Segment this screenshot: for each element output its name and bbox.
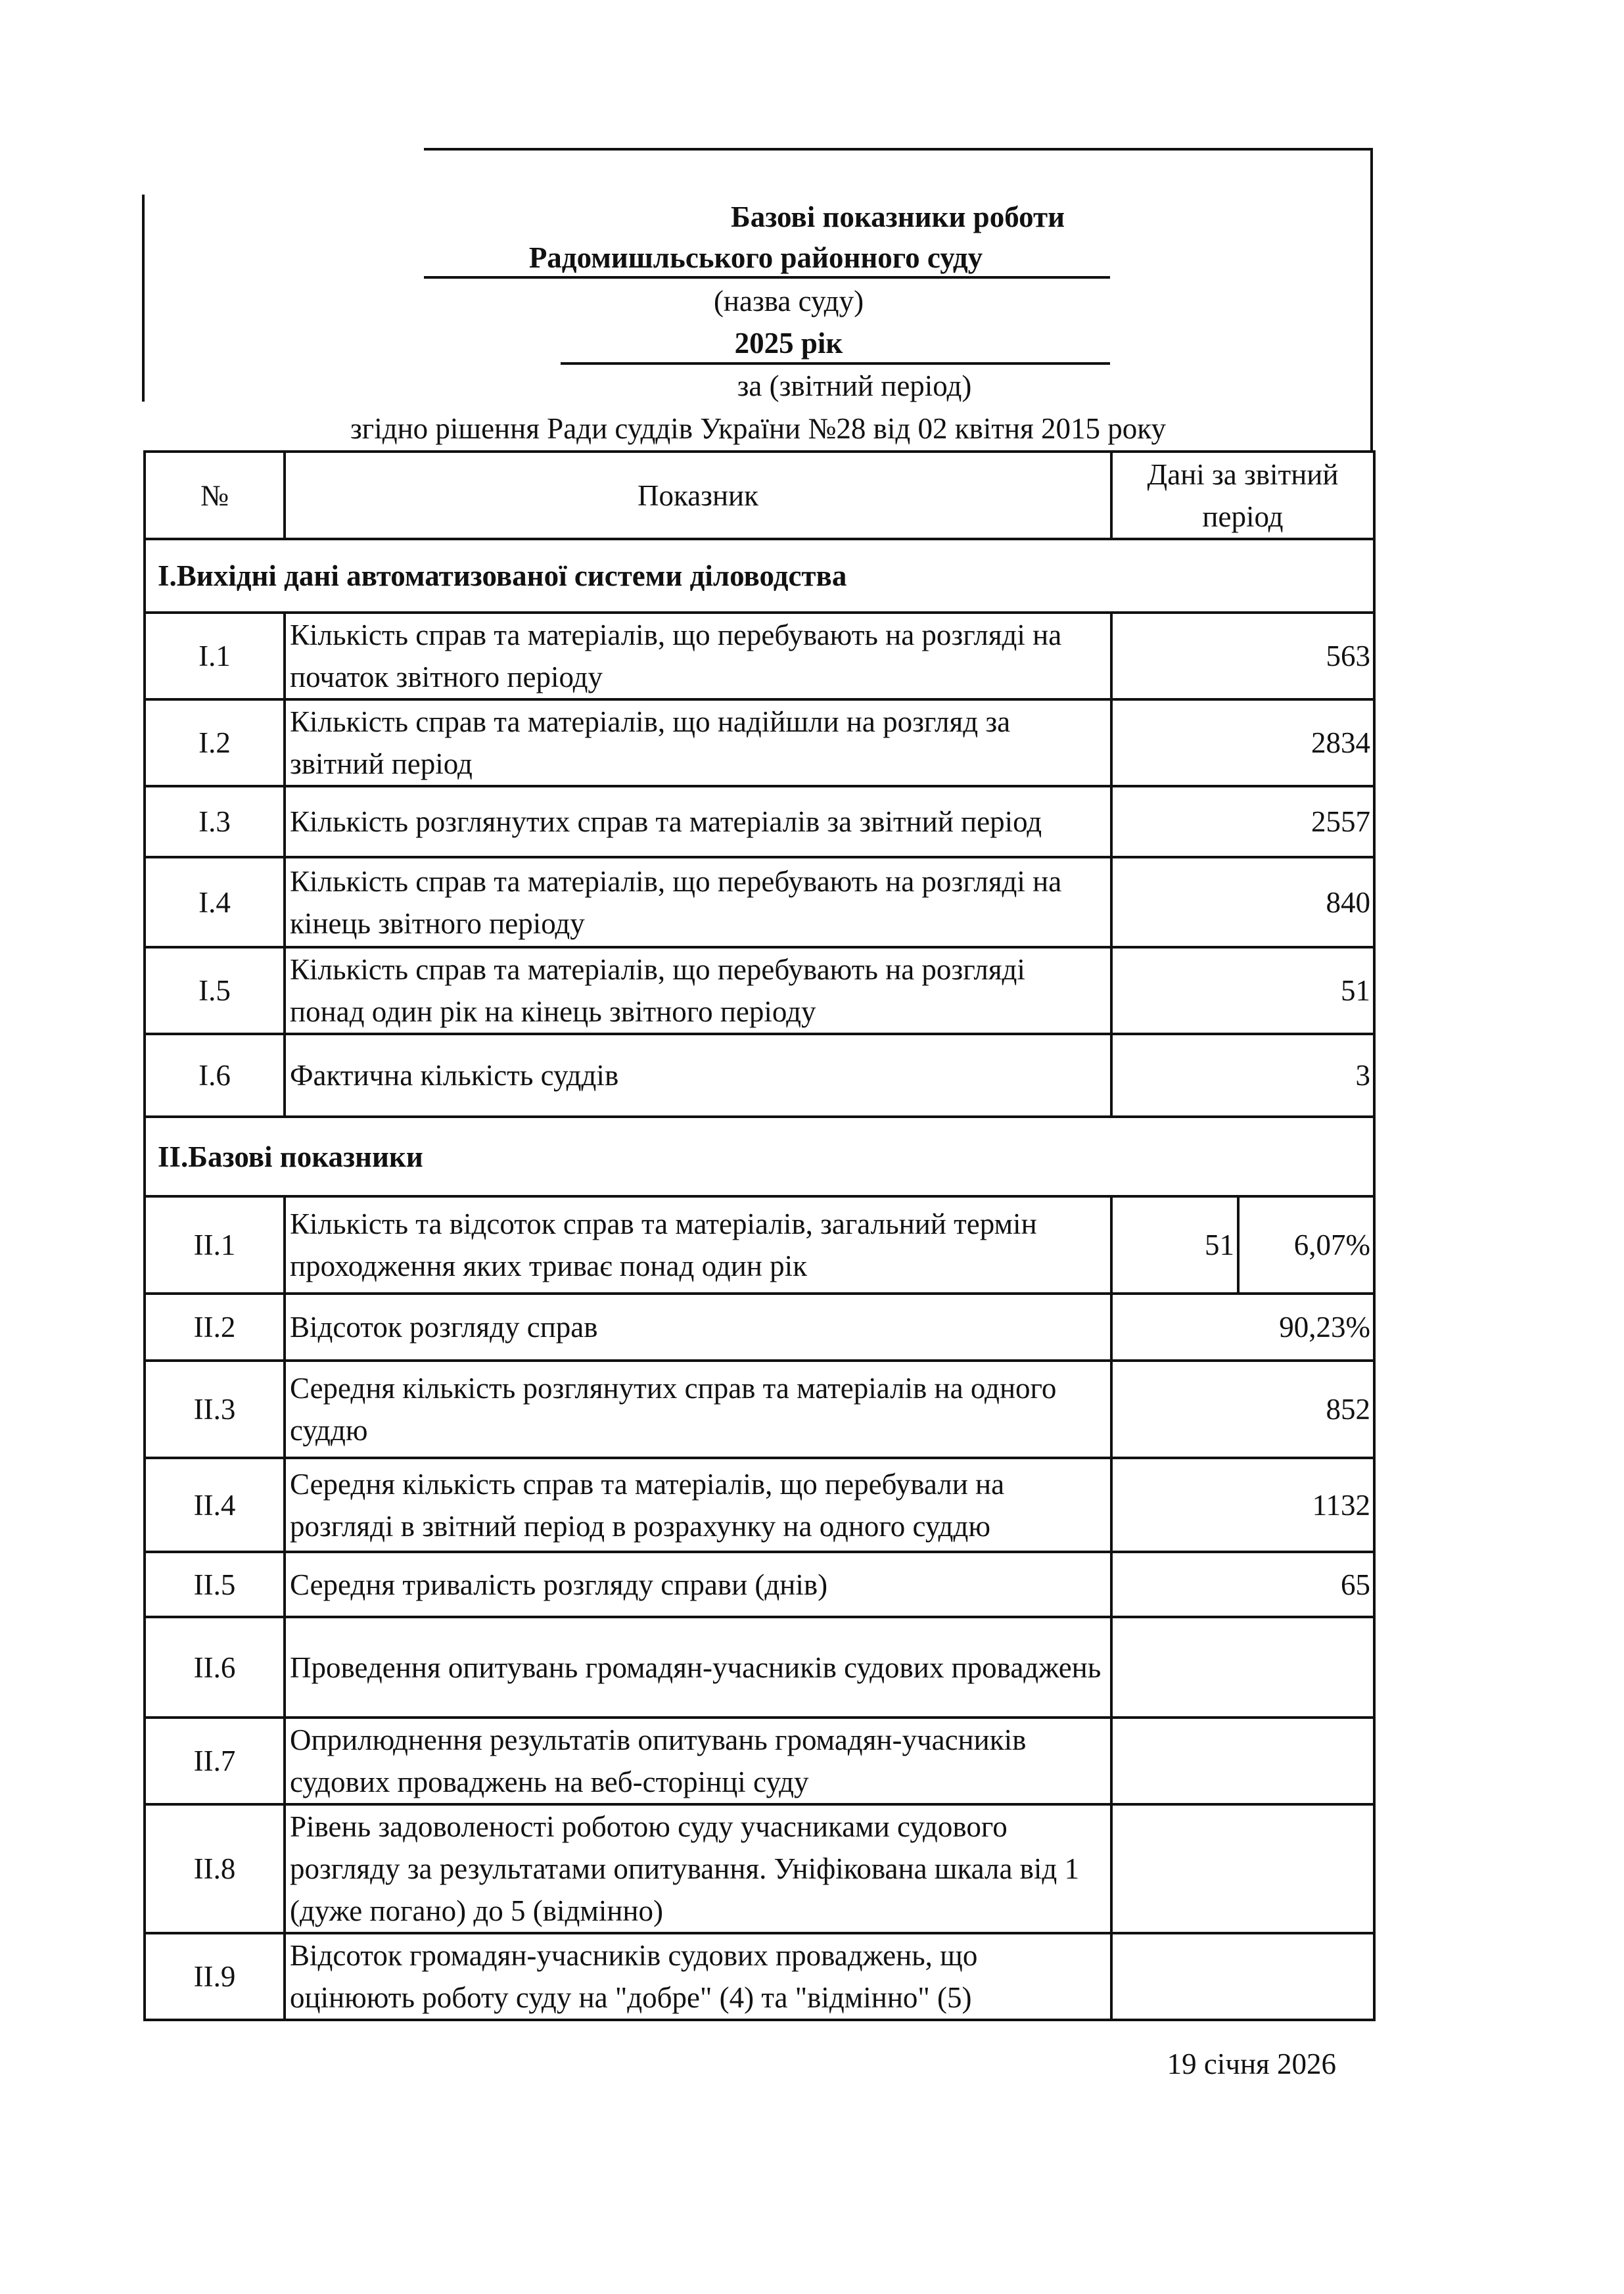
table-row: [145, 613, 1374, 699]
row-value: [1111, 1933, 1374, 2020]
row-number: ІІ.6: [145, 1617, 285, 1718]
row-number: ІІ.1: [145, 1196, 285, 1294]
column-header-indicator: Показник: [285, 452, 1111, 539]
table-row: [145, 1617, 1374, 1718]
row-number: ІІ.2: [145, 1294, 285, 1361]
row-label: Середня кількість справ та матеріалів, що перебували на розгляді в звітний період в розрахунку на одного суддю: [285, 1458, 1111, 1552]
table-row: [145, 1933, 1374, 2020]
row-label: Кількість справ та матеріалів, що перебувають на розгляді понад один рік на кінець звітного періоду: [285, 947, 1111, 1034]
right-frame-line: [1370, 148, 1373, 452]
row-number: І.4: [145, 857, 285, 947]
row-number: ІІ.3: [145, 1361, 285, 1458]
row-value: [1111, 1617, 1374, 1718]
section-2-title: ІІ.Базові показники: [145, 1117, 1374, 1196]
row-label: Середня тривалість розгляду справи (днів): [285, 1552, 1111, 1617]
row-number: І.5: [145, 947, 285, 1034]
table-row: [145, 1458, 1374, 1552]
row-value: 1132: [1111, 1458, 1374, 1552]
table-row: [145, 1196, 1374, 1294]
table-row: [145, 699, 1374, 786]
table-header-row: [145, 452, 1374, 539]
section-header-row: [145, 1117, 1374, 1196]
row-number: ІІ.5: [145, 1552, 285, 1617]
indicators-table: [143, 450, 1376, 2021]
row-number: І.6: [145, 1034, 285, 1117]
column-header-value: Дані за звітний період: [1111, 452, 1374, 539]
table-row: [145, 1361, 1374, 1458]
court-name: Радомишльського районного суду: [528, 241, 983, 274]
row-value: 840: [1111, 857, 1374, 947]
row-label: Кількість справ та матеріалів, що надійшли на розгляд за звітний період: [285, 699, 1111, 786]
row-value-percent: 6,07%: [1238, 1196, 1374, 1294]
row-value: 852: [1111, 1361, 1374, 1458]
table-row: [145, 1294, 1374, 1361]
row-label: Кількість та відсоток справ та матеріалів, загальний термін проходження яких триває понад один рік: [285, 1196, 1111, 1294]
row-number: ІІ.9: [145, 1933, 285, 2020]
table-row: [145, 1034, 1374, 1117]
row-label: Рівень задоволеності роботою суду учасниками судового розгляду за результатами опитування. Уніфікована шкала від 1 (дуже погано) до 5 (відмінно): [285, 1804, 1111, 1933]
top-frame-line: [424, 148, 1373, 151]
row-label: Відсоток розгляду справ: [285, 1294, 1111, 1361]
row-value: 3: [1111, 1034, 1374, 1117]
section-1-title: І.Вихідні дані автоматизованої системи діловодства: [145, 539, 1374, 613]
document-title: Базові показники роботи: [730, 200, 1065, 233]
table-row: [145, 1804, 1374, 1933]
row-number: ІІ.4: [145, 1458, 285, 1552]
table-row: [145, 1552, 1374, 1617]
left-frame-line: [142, 195, 145, 402]
column-header-number: №: [145, 452, 285, 539]
row-value: 51: [1111, 947, 1374, 1034]
row-label: Середня кількість розглянутих справ та матеріалів на одного суддю: [285, 1361, 1111, 1458]
row-value: 2557: [1111, 786, 1374, 857]
row-number: І.3: [145, 786, 285, 857]
row-label: Оприлюднення результатів опитувань громадян-учасників судових проваджень на веб-сторінці суду: [285, 1718, 1111, 1804]
period-caption: за (звітний період): [737, 369, 972, 402]
row-value: 90,23%: [1111, 1294, 1374, 1361]
row-number: ІІ.8: [145, 1804, 285, 1933]
row-value: 2834: [1111, 699, 1374, 786]
table-row: [145, 857, 1374, 947]
row-label: Фактична кількість суддів: [285, 1034, 1111, 1117]
row-value-count: 51: [1111, 1196, 1238, 1294]
court-name-caption: (назва суду): [713, 285, 864, 317]
table-row: [145, 786, 1374, 857]
row-value: 563: [1111, 613, 1374, 699]
report-date: 19 січня 2026: [1167, 2048, 1336, 2080]
row-label: Кількість розглянутих справ та матеріалів за звітний період: [285, 786, 1111, 857]
row-number: І.2: [145, 699, 285, 786]
row-number: ІІ.7: [145, 1718, 285, 1804]
legal-basis: згідно рішення Ради суддів України №28 від 02 квітня 2015 року: [350, 412, 1167, 445]
table-row: [145, 1718, 1374, 1804]
row-value: [1111, 1718, 1374, 1804]
table-row: [145, 947, 1374, 1034]
row-value: [1111, 1804, 1374, 1933]
row-label: Проведення опитувань громадян-учасників судових проваджень: [285, 1617, 1111, 1718]
row-number: І.1: [145, 613, 285, 699]
row-label: Відсоток громадян-учасників судових проваджень, що оцінюють роботу суду на "добре" (4) та "відмінно" (5): [285, 1933, 1111, 2020]
report-year: 2025 рік: [734, 327, 843, 360]
row-value: 65: [1111, 1552, 1374, 1617]
section-header-row: [145, 539, 1374, 613]
row-label: Кількість справ та матеріалів, що перебувають на розгляді на кінець звітного періоду: [285, 857, 1111, 947]
row-label: Кількість справ та матеріалів, що перебувають на розгляді на початок звітного періоду: [285, 613, 1111, 699]
